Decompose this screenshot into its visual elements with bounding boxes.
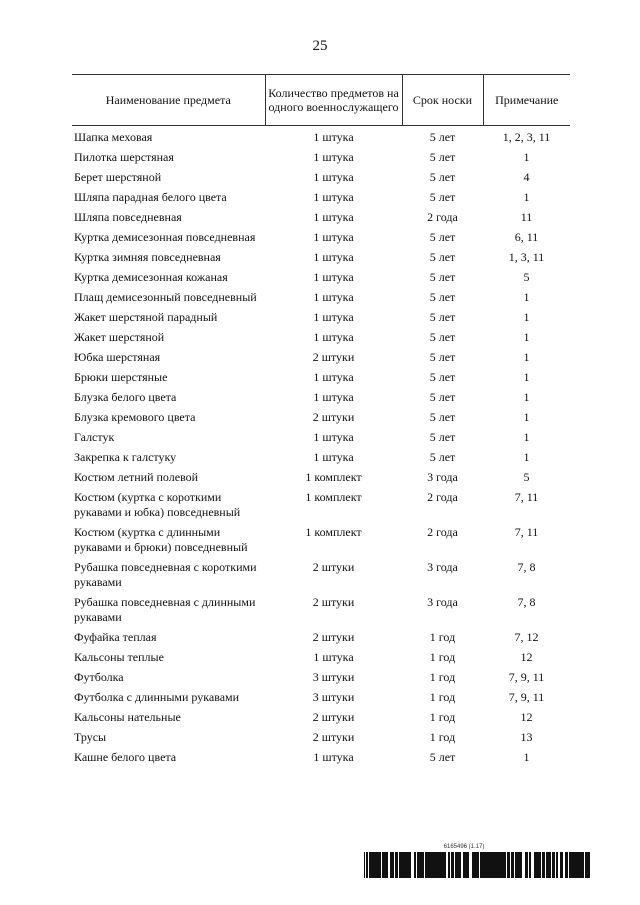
cell-note: 7, 11 — [514, 490, 539, 504]
table-row — [72, 430, 570, 450]
cell-wear-term: 5 лет — [429, 450, 456, 464]
cell-quantity: 1 штука — [313, 450, 354, 464]
barcode-bar — [455, 852, 458, 878]
cell-note: 1 — [523, 150, 530, 164]
cell-quantity: 1 штука — [313, 170, 354, 184]
cell-quantity: 1 штука — [313, 370, 354, 384]
cell-wear-term: 2 года — [427, 525, 458, 539]
cell-wear-term: 5 лет — [429, 430, 456, 444]
cell-quantity: 1 штука — [313, 250, 354, 264]
cell-quantity: 2 штуки — [312, 630, 355, 644]
cell-item-name: Блузка кремового цвета — [74, 410, 196, 424]
barcode-bar — [406, 852, 408, 878]
barcode-bar — [493, 852, 495, 878]
cell-item-name: Галстук — [74, 430, 115, 444]
barcode-bar — [560, 852, 563, 878]
cell-quantity: 1 штука — [313, 150, 354, 164]
barcode-bar — [378, 852, 381, 878]
cell-wear-term: 5 лет — [429, 130, 456, 144]
barcode-bar — [529, 852, 531, 878]
cell-item-name: Шляпа парадная белого цвета — [74, 190, 227, 204]
document-barcode-block — [364, 843, 590, 878]
barcode-bar — [585, 852, 587, 878]
table-row — [72, 230, 570, 250]
cell-wear-term: 3 года — [427, 470, 458, 484]
cell-note: 1 — [523, 750, 530, 764]
table-row — [72, 690, 570, 710]
barcode-bar — [485, 852, 488, 878]
table-row — [72, 270, 570, 290]
cell-note: 1 — [523, 450, 530, 464]
cell-quantity: 1 штука — [313, 750, 354, 764]
cell-note: 1 — [523, 330, 530, 344]
cell-quantity: 1 штука — [313, 650, 354, 664]
cell-item-name: Закрепка к галстуку — [74, 450, 177, 464]
barcode-bar — [443, 852, 446, 878]
table-row — [72, 750, 570, 770]
barcode-bar — [425, 852, 428, 878]
cell-quantity: 1 штука — [313, 290, 354, 304]
cell-note: 1 — [523, 370, 530, 384]
barcode-caption: 6165496 (1.17) — [443, 844, 485, 850]
cell-note: 7, 9, 11 — [508, 690, 545, 704]
table-body — [72, 126, 570, 771]
cell-item-name: Футболка с длинными рукавами — [74, 690, 240, 704]
table-row — [72, 670, 570, 690]
cell-note: 12 — [520, 710, 533, 724]
table-row — [72, 370, 570, 390]
cell-wear-term: 5 лет — [429, 750, 456, 764]
cell-item-name: Пилотка шерстяная — [74, 150, 174, 164]
cell-wear-term: 3 года — [427, 560, 458, 574]
barcode-bar — [428, 852, 430, 878]
cell-note: 7, 11 — [514, 525, 539, 539]
cell-item-name: Жакет шерстяной — [74, 330, 165, 344]
cell-quantity: 3 штуки — [312, 670, 355, 684]
cell-wear-term: 1 год — [429, 690, 456, 704]
cell-note: 12 — [520, 650, 533, 664]
cell-wear-term: 1 год — [429, 670, 456, 684]
cell-item-name: Футболка — [74, 670, 124, 684]
barcode-bar — [390, 852, 392, 878]
barcode-bar — [515, 852, 517, 878]
barcode-bar — [465, 852, 467, 878]
cell-quantity: 1 штука — [313, 430, 354, 444]
table-row — [72, 450, 570, 470]
table-row — [72, 290, 570, 310]
uniform-items-table-wrap — [72, 74, 570, 770]
barcode-bar — [552, 852, 555, 878]
cell-note: 1 — [523, 190, 530, 204]
cell-item-name: Костюм летний полевой — [74, 470, 199, 484]
cell-quantity: 1 штука — [313, 230, 354, 244]
barcode-bar — [495, 852, 498, 878]
barcode-bar — [501, 852, 503, 878]
barcode-bar — [369, 852, 372, 878]
cell-quantity: 1 штука — [313, 210, 354, 224]
table-row — [72, 470, 570, 490]
header-item-name: Наименование предмета — [72, 75, 265, 126]
barcode-bar — [463, 852, 465, 878]
barcode-bar — [507, 852, 510, 878]
barcode-bar — [581, 852, 584, 878]
barcode-bar — [546, 852, 548, 878]
barcode-bar — [577, 852, 579, 878]
cell-quantity: 1 штука — [313, 390, 354, 404]
cell-note: 1, 2, 3, 11 — [502, 130, 551, 144]
cell-quantity: 1 штука — [313, 190, 354, 204]
cell-item-name: Юбка шерстяная — [74, 350, 161, 364]
barcode-bar — [372, 852, 375, 878]
table-row — [72, 490, 570, 525]
barcode-bar — [472, 852, 474, 878]
barcode-bar — [395, 852, 396, 878]
cell-note: 11 — [520, 210, 533, 224]
header-note: Примечание — [483, 75, 570, 126]
barcode-bar — [536, 852, 538, 878]
barcode-bar — [520, 852, 522, 878]
barcode-bar — [575, 852, 577, 878]
cell-note: 7, 12 — [514, 630, 539, 644]
cell-quantity: 2 штуки — [312, 410, 355, 424]
table-row — [72, 710, 570, 730]
barcode-bar — [587, 852, 590, 878]
cell-quantity: 1 штука — [313, 310, 354, 324]
barcode-bar — [569, 852, 571, 878]
barcode-bar — [433, 852, 436, 878]
cell-item-name: Брюки шерстяные — [74, 370, 168, 384]
cell-wear-term: 5 лет — [429, 250, 456, 264]
barcode-bar — [498, 852, 501, 878]
cell-note: 1 — [523, 350, 530, 364]
cell-note: 1, 3, 11 — [508, 250, 545, 264]
cell-wear-term: 5 лет — [429, 170, 456, 184]
cell-quantity: 2 штуки — [312, 350, 355, 364]
cell-note: 1 — [523, 290, 530, 304]
cell-quantity: 2 штуки — [312, 560, 355, 574]
cell-quantity: 1 штука — [313, 130, 354, 144]
cell-quantity: 1 комплект — [305, 490, 362, 504]
barcode-bar — [401, 852, 404, 878]
cell-note: 6, 11 — [514, 230, 539, 244]
cell-note: 7, 9, 11 — [508, 670, 545, 684]
cell-quantity: 1 штука — [313, 330, 354, 344]
cell-wear-term: 5 лет — [429, 350, 456, 364]
barcode-bar — [503, 852, 506, 878]
barcode-bar — [534, 852, 536, 878]
barcode-bar — [417, 852, 419, 878]
table-row — [72, 595, 570, 630]
barcode-bar — [538, 852, 541, 878]
cell-wear-term: 5 лет — [429, 190, 456, 204]
cell-item-name: Фуфайка теплая — [74, 630, 157, 644]
cell-item-name: Кальсоны теплые — [74, 650, 164, 664]
cell-wear-term: 3 года — [427, 595, 458, 609]
table-row — [72, 410, 570, 430]
cell-item-name: Кальсоны нательные — [74, 710, 181, 724]
barcode-bar — [476, 852, 479, 878]
page-number: 25 — [312, 38, 328, 54]
cell-wear-term: 1 год — [429, 730, 456, 744]
cell-wear-term: 5 лет — [429, 370, 456, 384]
cell-item-name: Шапка меховая — [74, 130, 153, 144]
table-row — [72, 310, 570, 330]
barcode-bar — [458, 852, 461, 878]
barcode-bar — [525, 852, 528, 878]
table-row — [72, 630, 570, 650]
uniform-items-table — [72, 74, 570, 770]
cell-item-name: Куртка демисезонная кожаная — [74, 270, 228, 284]
barcode-bar — [565, 852, 568, 878]
cell-item-name: Плащ демисезонный повседневный — [74, 290, 257, 304]
cell-item-name: Шляпа повседневная — [74, 210, 182, 224]
cell-item-name: Куртка демисезонная повседневная — [74, 230, 256, 244]
cell-wear-term: 2 года — [427, 210, 458, 224]
barcode-bar — [396, 852, 398, 878]
cell-wear-term: 5 лет — [429, 270, 456, 284]
table-row — [72, 350, 570, 370]
cell-item-name: Жакет шерстяной парадный — [74, 310, 218, 324]
header-row — [72, 75, 570, 126]
cell-wear-term: 1 год — [429, 650, 456, 664]
barcode-bar — [556, 852, 558, 878]
barcode-bar — [430, 852, 433, 878]
cell-note: 1 — [523, 390, 530, 404]
cell-item-name: Костюм (куртка с короткими рукавами и юбка) повседневный — [74, 490, 241, 519]
cell-wear-term: 5 лет — [429, 150, 456, 164]
cell-wear-term: 1 год — [429, 710, 456, 724]
cell-item-name: Кашне белого цвета — [74, 750, 177, 764]
cell-item-name: Костюм (куртка с длинными рукавами и брюки) повседневный — [74, 525, 248, 554]
cell-quantity: 3 штуки — [312, 690, 355, 704]
barcode-bar — [517, 852, 520, 878]
table-row — [72, 126, 570, 151]
header-quantity: Количество предметов на одного военнослужащего — [265, 75, 402, 126]
barcode-bar — [404, 852, 406, 878]
table-row — [72, 250, 570, 270]
barcode-bar — [366, 852, 368, 878]
cell-note: 5 — [523, 270, 530, 284]
barcode-bar — [488, 852, 490, 878]
cell-item-name: Блузка белого цвета — [74, 390, 177, 404]
barcode-bar — [448, 852, 450, 878]
barcode-bar — [542, 852, 545, 878]
table-row — [72, 730, 570, 750]
barcode-bar — [421, 852, 424, 878]
cell-wear-term: 5 лет — [429, 290, 456, 304]
cell-note: 7, 8 — [517, 560, 536, 574]
barcode-bar — [451, 852, 454, 878]
cell-wear-term: 5 лет — [429, 390, 456, 404]
table-row — [72, 170, 570, 190]
barcode-bar — [441, 852, 443, 878]
barcode-bar — [579, 852, 581, 878]
table-header — [72, 75, 570, 126]
cell-quantity: 1 комплект — [305, 470, 362, 484]
cell-note: 13 — [520, 730, 533, 744]
cell-note: 4 — [523, 170, 530, 184]
barcode-bar — [399, 852, 401, 878]
barcode-bar — [548, 852, 551, 878]
barcode-bar — [474, 852, 476, 878]
barcode-bar — [385, 852, 388, 878]
cell-wear-term: 5 лет — [429, 330, 456, 344]
table-row — [72, 525, 570, 560]
cell-item-name: Рубашка повседневная с длинными рукавами — [74, 595, 256, 624]
table-row — [72, 390, 570, 410]
cell-quantity: 1 комплект — [305, 525, 362, 539]
table-row — [72, 560, 570, 595]
barcode-bar — [392, 852, 394, 878]
cell-wear-term: 5 лет — [429, 410, 456, 424]
cell-item-name: Рубашка повседневная с короткими рукавами — [74, 560, 257, 589]
header-wear-term: Срок носки — [402, 75, 483, 126]
barcode-bar — [414, 852, 416, 878]
barcode-bar — [467, 852, 469, 878]
barcode-bar — [408, 852, 411, 878]
cell-wear-term: 1 год — [429, 630, 456, 644]
barcode-bar — [382, 852, 385, 878]
cell-quantity: 2 штуки — [312, 730, 355, 744]
cell-item-name: Куртка зимняя повседневная — [74, 250, 221, 264]
table-row — [72, 150, 570, 170]
table-row — [72, 210, 570, 230]
barcode-bar — [511, 852, 514, 878]
cell-quantity: 2 штуки — [312, 595, 355, 609]
cell-item-name: Трусы — [74, 730, 107, 744]
cell-wear-term: 5 лет — [429, 230, 456, 244]
cell-note: 5 — [523, 470, 530, 484]
barcode-bar — [364, 852, 365, 878]
cell-note: 1 — [523, 430, 530, 444]
barcode-bar — [439, 852, 441, 878]
barcode-bar — [490, 852, 493, 878]
barcode-bar — [436, 852, 439, 878]
cell-quantity: 2 штуки — [312, 710, 355, 724]
barcode-bar — [419, 852, 421, 878]
barcode-bar — [375, 852, 378, 878]
cell-wear-term: 5 лет — [429, 310, 456, 324]
barcode-bar — [573, 852, 575, 878]
table-row — [72, 190, 570, 210]
cell-note: 1 — [523, 410, 530, 424]
cell-item-name: Берет шерстяной — [74, 170, 162, 184]
table-row — [72, 330, 570, 350]
barcode-bar — [482, 852, 485, 878]
barcode-image — [364, 852, 590, 878]
table-row — [72, 650, 570, 670]
barcode-bar — [571, 852, 573, 878]
cell-quantity: 1 штука — [313, 270, 354, 284]
cell-note: 7, 8 — [517, 595, 536, 609]
cell-note: 1 — [523, 310, 530, 324]
barcode-bar — [480, 852, 482, 878]
cell-wear-term: 2 года — [427, 490, 458, 504]
